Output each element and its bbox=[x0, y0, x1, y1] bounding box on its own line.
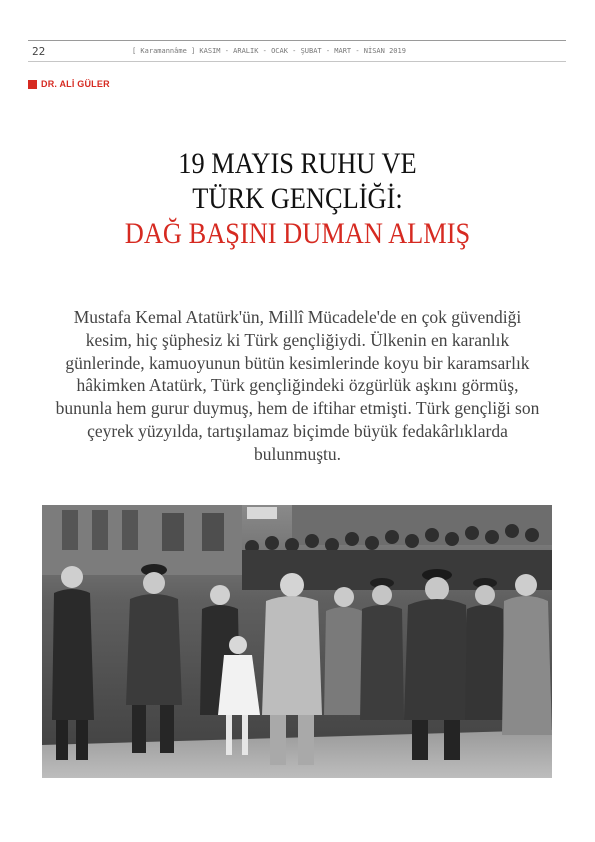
title-line-3: DAĞ BAŞINI DUMAN ALMIŞ bbox=[124, 217, 471, 250]
article-title bbox=[36, 146, 560, 251]
page-header bbox=[28, 40, 566, 62]
page-number: 22 bbox=[32, 45, 46, 58]
author-name: DR. ALİ GÜLER bbox=[41, 79, 110, 89]
lead-paragraph: Mustafa Kemal Atatürk'ün, Millî Mücadele'de en çok güvendiği kesim, hiç şüphesiz ki Türk gençliğiydi. Ülkenin en karanlık günlerinde, kamuoyunun bütün kesimlerinde koyu bir karamsarlık hâkimken Atatürk, Türk gençliğindeki özgürlük aşkını görmüş, bununla hem gurur duymuş, hem de iftihar etmişti. Türk gençliği son çeyrek yüzyılda, tartışılamaz biçimde büyük fedakârlıklarda bulunmuştu. bbox=[55, 307, 540, 464]
title-line-2: TÜRK GENÇLİĞİ: bbox=[192, 182, 403, 215]
author-byline bbox=[28, 79, 110, 89]
header-rule-top bbox=[28, 40, 566, 41]
author-marker-square bbox=[28, 80, 37, 89]
header-rule-bottom bbox=[28, 61, 566, 62]
historical-photo bbox=[42, 505, 552, 778]
photo-illustration bbox=[42, 505, 552, 778]
running-head: [ Karamannâme ] KASIM - ARALIK - OCAK - ŞUBAT - MART - NİSAN 2019 bbox=[132, 47, 406, 55]
title-line-1: 19 MAYIS RUHU VE bbox=[178, 147, 417, 180]
